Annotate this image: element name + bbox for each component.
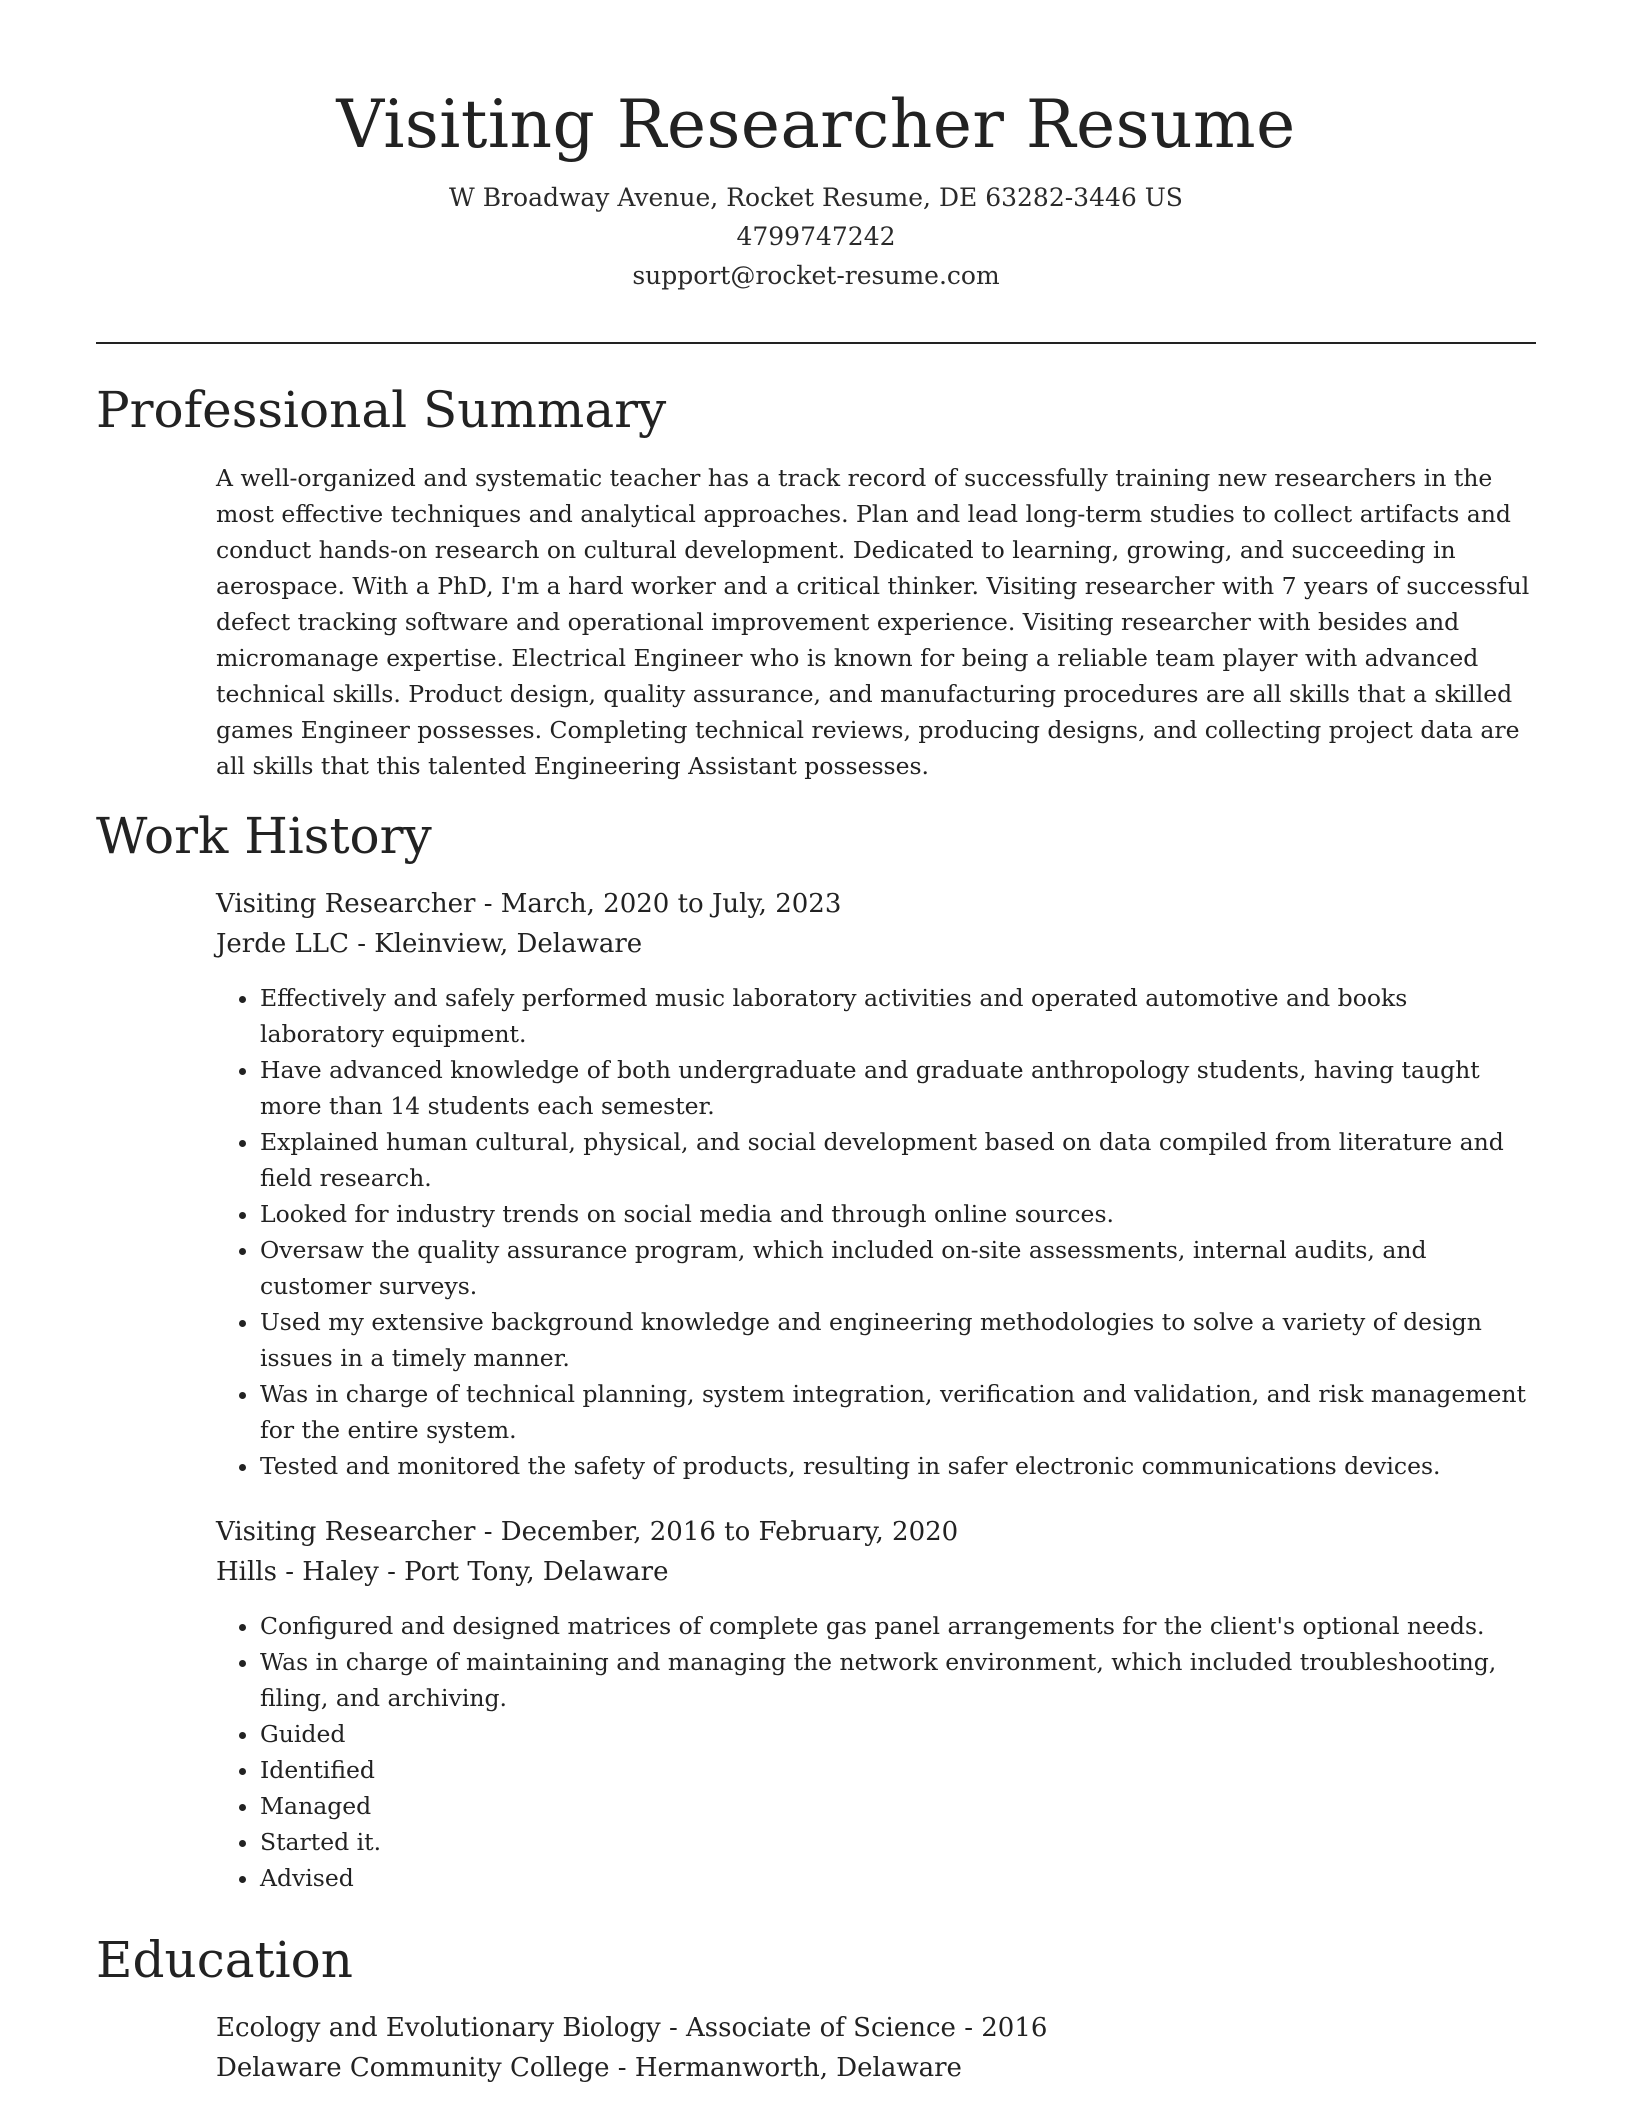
list-item: • Looked for industry trends on social media and through online sources. [260,1196,1536,1232]
job-company-line: Hills - Haley - Port Tony, Delaware [216,1557,669,1587]
degree-line: Ecology and Evolutionary Biology - Associate of Science - 2016 [216,2013,1048,2043]
list-item: • Advised [260,1860,1536,1896]
job-title-line: Visiting Researcher - March, 2020 to July, 2023 [216,889,842,919]
job-title-line: Visiting Researcher - December, 2016 to February, 2020 [216,1517,959,1547]
list-item: • Used my extensive background knowledge and engineering methodologies to solve a variety of design issues in a timely manner. [260,1304,1536,1376]
list-item: • Have advanced knowledge of both undergraduate and graduate anthropology students, having taught more than 14 students each semester. [260,1052,1536,1124]
contact-phone: 4799747242 [736,222,896,251]
list-item: • Effectively and safely performed music laboratory activities and operated automotive and books laboratory equipment. [260,980,1536,1052]
summary-heading: Professional Summary [96,381,667,439]
contact-email: support@rocket-resume.com [632,261,1000,290]
list-item: • Was in charge of technical planning, system integration, verification and validation, and risk management for the entire system. [260,1376,1536,1448]
header-divider [96,342,1536,344]
summary-text: A well-organized and systematic teacher has a track record of successfully training new researchers in the most effective techniques and analytical approaches. Plan and lead long-term studies to collect artifacts and conduct hands-on research on cultural development. Dedicated to learning, growing, and succeeding in aerospace. With a PhD, I'm a hard worker and a critical thinker. Visiting researcher with 7 years of successful defect tracking software and operational improvement experience. Visiting researcher with besides and micromanage expertise. Electrical Engineer who is known for being a reliable team player with advanced technical skills. Product design, quality assurance, and manufacturing procedures are all skills that a skilled games Engineer possesses. Completing technical reviews, producing designs, and collecting project data are all skills that this talented Engineering Assistant possesses. [216,464,1530,780]
education-heading: Education [96,1931,353,1989]
list-item: • Managed [260,1788,1536,1824]
job-entry-2 [216,1512,1536,1896]
list-item: • Oversaw the quality assurance program, which included on-site assessments, internal audits, and customer surveys. [260,1232,1536,1304]
job-company-line: Jerde LLC - Kleinview, Delaware [216,929,643,959]
education-entry [216,2008,1536,2088]
job-bullets [216,980,1536,1484]
job-bullets [216,1608,1536,1896]
work-history-heading: Work History [96,807,432,865]
resume-header [0,80,1632,295]
list-item: • Tested and monitored the safety of products, resulting in safer electronic communications devices. [260,1448,1536,1484]
list-item: • Identified [260,1752,1536,1788]
list-item: • Explained human cultural, physical, and social development based on data compiled from literature and field research. [260,1124,1536,1196]
contact-address: W Broadway Avenue, Rocket Resume, DE 63282-3446 US [449,183,1183,212]
list-item: • Started it. [260,1824,1536,1860]
school-line: Delaware Community College - Hermanworth, Delaware [216,2053,962,2083]
resume-title: Visiting Researcher Resume [336,86,1296,163]
list-item: • Guided [260,1716,1536,1752]
list-item: • Was in charge of maintaining and managing the network environment, which included troubleshooting, filing, and archiving. [260,1644,1536,1716]
summary-section [216,460,1536,784]
list-item: • Configured and designed matrices of complete gas panel arrangements for the client's optional needs. [260,1608,1536,1644]
job-entry-1 [216,884,1536,1484]
